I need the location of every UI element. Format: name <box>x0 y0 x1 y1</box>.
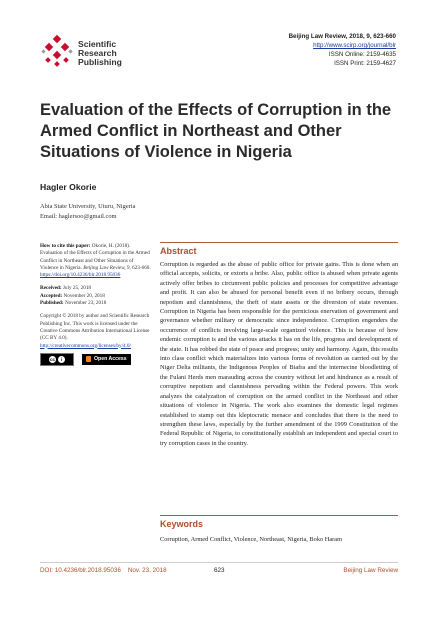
logo-line-2: Research <box>78 48 117 58</box>
journal-url-link[interactable]: http://www.scirp.org/journal/blr <box>313 42 396 49</box>
logo-line-3: Publishing <box>78 57 122 67</box>
issn-print: ISSN Print: 2159-4627 <box>334 60 396 67</box>
accepted-label: Accepted: <box>40 292 63 299</box>
license-link[interactable]: http://creativecommons.org/licenses/by/4.0/ <box>40 342 131 349</box>
open-lock-icon <box>86 356 91 362</box>
issn-online: ISSN Online: 2159-4635 <box>328 51 396 58</box>
received-date: July 25, 2018 <box>62 285 92 292</box>
cc-icon: cc <box>49 356 56 362</box>
copyright-text: Copyright © 2018 by author and Scientific Research Publishing Inc. This work is licensed under the Creative Commons Attribution International License (CC BY 4.0). <box>40 313 150 342</box>
page-number: 623 <box>214 567 225 574</box>
abstract-heading: Abstract <box>160 246 197 256</box>
cite-journal: Beijing Law Review, 9, <box>83 264 131 271</box>
keywords-heading: Keywords <box>160 519 204 529</box>
keywords-text: Corruption, Armed Conflict, Violence, Northeast, Nigeria, Boko Haram <box>160 536 343 543</box>
journal-citation: Beijing Law Review, 2018, 9, 623-660 <box>288 33 396 40</box>
open-access-label: Open Access <box>94 355 127 362</box>
affiliation: Abia State University, Uturu, Nigeria <box>40 203 136 210</box>
cc-by-badge[interactable] <box>40 353 74 366</box>
doi-link[interactable]: https://doi.org/10.4236/blr.2018.95036 <box>40 272 121 279</box>
published-date: November 23, 2018 <box>64 300 107 307</box>
publisher-logo <box>40 34 200 70</box>
paper-title: Evaluation of the Effects of Corruption in the Armed Conflict in Northeast and Other Situations of Violence in Nigeria <box>40 101 392 161</box>
author-name: Hagler Okorie <box>40 182 97 192</box>
cite-text: Okorie, H. (2018). Evaluation of the Effects of Corruption in the Armed Conflict in Northeast and Other Situations of Violence in Nigeria. <box>40 243 150 271</box>
publication-dates <box>40 285 152 307</box>
author-email: Email: haglersoo@gmail.com <box>40 213 117 220</box>
journal-info <box>289 32 396 68</box>
license-badges <box>40 353 152 366</box>
cite-heading: How to cite this paper: <box>40 243 91 249</box>
keywords-top-rule <box>160 515 398 516</box>
footer-journal: Beijing Law Review <box>343 567 398 574</box>
article-metadata <box>40 243 152 366</box>
copyright-notice <box>40 313 152 349</box>
published-label: Published: <box>40 300 64 307</box>
author-affiliation-block <box>40 202 135 222</box>
cite-pages: 623-660. <box>132 264 151 271</box>
received-label: Received: <box>40 285 62 292</box>
accepted-date: November 20, 2018 <box>63 292 105 299</box>
footer-doi: DOI: 10.4236/blr.2018.95036 Nov. 23, 2018 <box>40 567 167 574</box>
footer-rule <box>40 562 398 563</box>
logo-line-1: Scientific <box>78 39 117 49</box>
abstract-top-rule <box>160 242 398 243</box>
publisher-logo-icon <box>40 34 74 68</box>
open-access-badge[interactable] <box>82 354 131 365</box>
how-to-cite <box>40 243 152 279</box>
abstract-text: Corruption is regarded as the abuse of public office for private gains. This is done when an official accepts, solicits, or extorts a bribe. Also, public office is abused when private agents actively offer bribes to circumvent public policies and processes for competitive advantage and profit. It can also be abused for personal benefit even if no bribery occurs, through nepotism and clannishness, the theft of state assets or the diversion of state revenues. Corruption in Nigeria has been responsible for the pernicious enervation of government and governance whether military or democratic since independence. Corruption engenders the occurrence of conflicts involving large-scale organized violence. This is because of how endemic corruption is and the various attacks it has on the life, progress and development of the state. It has robbed the state of peace and progress; unity and harmony. Again, this results into class conflict which materializes into various forms of revolution as carried out by the Niger Delta militants, the Indigenous Peoples of Biafra and the internecine bloodletting of the Fulani Herds men marauding across the country without let and hindrance as a result of corruptive nepotism and clannishness pervading within the Federal powers. This work analyzes the catalyzation of corruption on the armed conflict in the Northeast and other situations of violence in Nigeria. The work also examines the domestic legal regimes established to stamp out this kleptocratic menace and concludes that there is the need to strengthen these laws, especially by the further amendment of the 1999 Constitution of the Federal Republic of Nigeria, to constitutionally establish an independent and special court to try corruption cases in the country. <box>160 261 398 447</box>
publisher-name <box>78 40 122 67</box>
attribution-icon: i <box>58 356 65 363</box>
